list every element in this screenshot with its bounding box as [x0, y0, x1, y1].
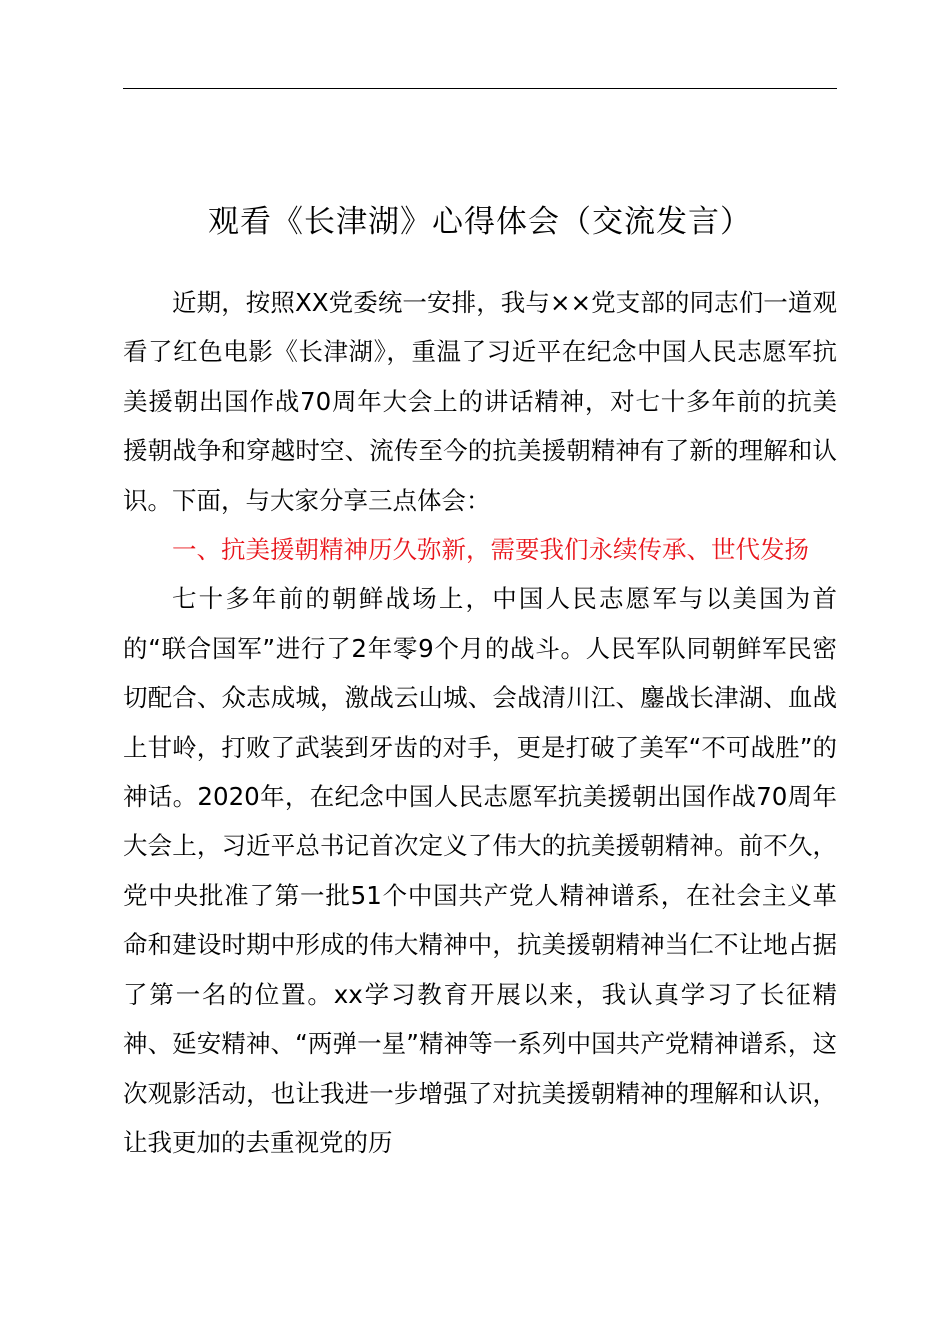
intro-paragraph: 近期，按照XX党委统一安排，我与××党支部的同志们一道观看了红色电影《长津湖》，重温了习近平在纪念中国人民志愿军抗美援朝出国作战70周年大会上的讲话精神，对七十多年前的抗美援朝战争和穿越时空、流传至今的抗美援朝精神有了新的理解和认识。下面，与大家分享三点体会：: [123, 288, 837, 515]
document-body: [123, 278, 837, 1167]
section-1-paragraph: 七十多年前的朝鲜战场上，中国人民志愿军与以美国为首的“联合国军”进行了2年零9个月的战斗。人民军队同朝鲜军民密切配合、众志成城，激战云山城、会战清川江、鏖战长津湖、血战上甘岭，打败了武装到牙齿的对手，更是打破了美军“不可战胜”的神话。2020年，在纪念中国人民志愿军抗美援朝出国作战70周年大会上，习近平总书记首次定义了伟大的抗美援朝精神。前不久，党中央批准了第一批51个中国共产党人精神谱系，在社会主义革命和建设时期中形成的伟大精神中，抗美援朝精神当仁不让地占据了第一名的位置。xx学习教育开展以来，我认真学习了长征精神、延安精神、“两弹一星”精神等一系列中国共产党精神谱系，这次观影活动，也让我进一步增强了对抗美援朝精神的理解和认识，让我更加的去重视党的历: [123, 584, 837, 1157]
section-heading-1: 一、抗美援朝精神历久弥新，需要我们永续传承、世代发扬: [172, 535, 809, 565]
document-title: 观看《长津湖》心得体会（交流发言）: [208, 204, 752, 240]
header-rule: [123, 88, 837, 89]
